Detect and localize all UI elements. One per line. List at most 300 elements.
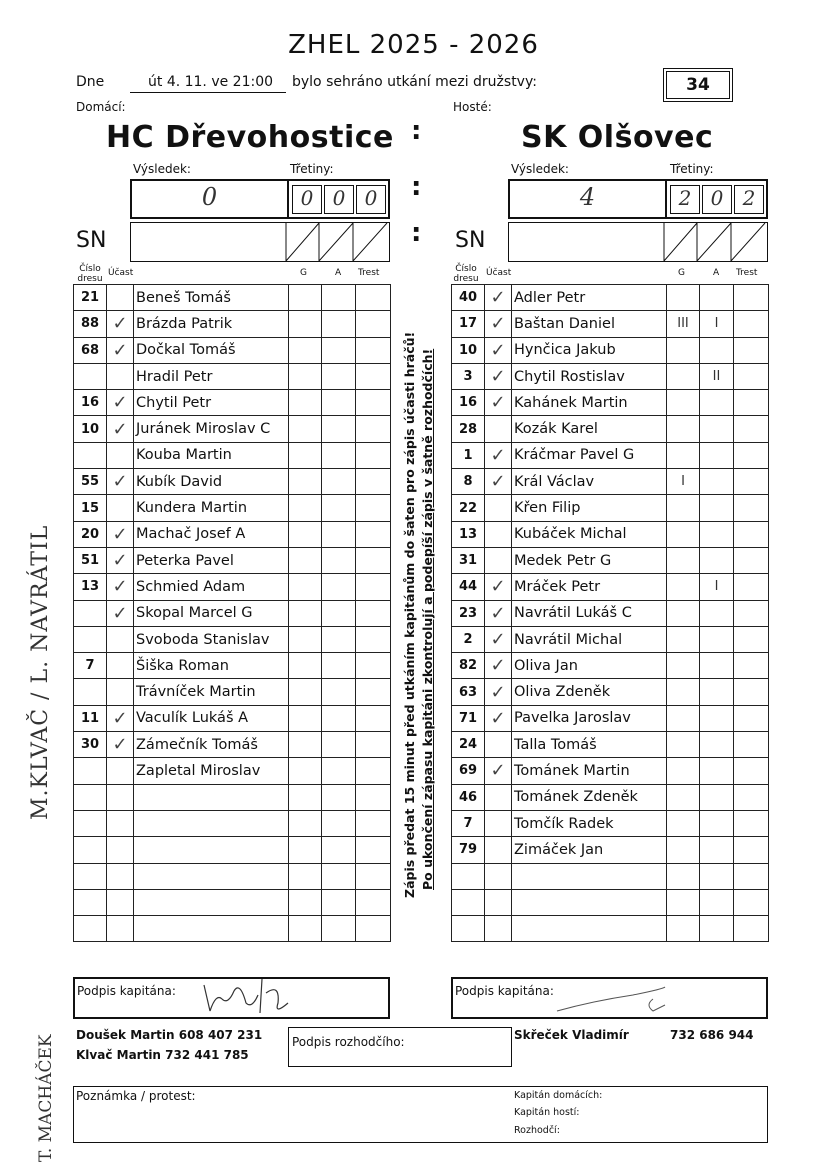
goals-cell	[667, 495, 700, 521]
player-name: Dočkal Tomáš	[134, 337, 289, 363]
margin-handwriting-lower: T. MACHÁČEK	[36, 1034, 56, 1162]
penalty-cell	[734, 679, 769, 705]
assists-cell: I	[700, 574, 734, 600]
penalty-cell	[734, 337, 769, 363]
participation-check[interactable]: ✓	[107, 416, 134, 442]
goals-cell	[667, 810, 700, 836]
home-periods-label: Třetiny:	[290, 162, 334, 176]
roster-row	[74, 758, 391, 784]
home-col-participation-header: Účast	[108, 268, 134, 278]
penalty-cell	[734, 863, 769, 889]
player-number: 13	[452, 521, 485, 547]
participation-check[interactable]	[485, 521, 512, 547]
roster-row	[74, 416, 391, 442]
roster-row	[74, 442, 391, 468]
assists-cell	[700, 863, 734, 889]
away-sn-slashes	[509, 223, 767, 261]
player-number: 1	[452, 442, 485, 468]
goals-cell	[667, 416, 700, 442]
player-name: Mráček Petr	[512, 574, 667, 600]
goals-cell: III	[667, 311, 700, 337]
goals-cell	[667, 653, 700, 679]
goals-cell	[667, 732, 700, 758]
participation-check[interactable]	[485, 916, 512, 942]
assists-cell	[700, 547, 734, 573]
participation-check[interactable]: ✓	[485, 679, 512, 705]
home-sn-slashes	[131, 223, 389, 261]
away-captain-signature-label: Kapitán hostí:	[514, 1107, 580, 1118]
assists-cell	[700, 889, 734, 915]
goals-cell	[289, 337, 322, 363]
player-name: Tomčík Radek	[512, 810, 667, 836]
player-name: Adler Petr	[512, 285, 667, 311]
player-number: 30	[74, 732, 107, 758]
player-number	[74, 600, 107, 626]
home-sn-box	[130, 222, 390, 262]
penalty-cell	[356, 732, 391, 758]
penalty-cell	[734, 469, 769, 495]
goals-cell	[667, 916, 700, 942]
assists-cell	[322, 469, 356, 495]
goals-cell	[289, 285, 322, 311]
participation-check[interactable]	[485, 547, 512, 573]
participation-check[interactable]: ✓	[485, 705, 512, 731]
home-col-penalty-header: Trest	[358, 268, 380, 278]
assists-cell	[700, 521, 734, 547]
participation-check[interactable]	[107, 863, 134, 889]
assists-cell	[322, 574, 356, 600]
assists-cell	[700, 837, 734, 863]
player-name	[134, 837, 289, 863]
participation-check[interactable]: ✓	[485, 337, 512, 363]
match-number-box	[663, 68, 733, 102]
participation-check[interactable]: ✓	[485, 758, 512, 784]
assists-cell	[322, 679, 356, 705]
player-name: Křen Filip	[512, 495, 667, 521]
participation-check[interactable]	[107, 285, 134, 311]
roster-row	[452, 705, 769, 731]
home-contact-1: Doušek Martin 608 407 231	[76, 1028, 263, 1042]
player-number	[74, 442, 107, 468]
participation-check[interactable]	[485, 810, 512, 836]
participation-check[interactable]: ✓	[485, 600, 512, 626]
player-name: Beneš Tomáš	[134, 285, 289, 311]
roster-row	[452, 363, 769, 389]
participation-check[interactable]	[107, 837, 134, 863]
participation-check[interactable]: ✓	[107, 574, 134, 600]
penalty-cell	[734, 732, 769, 758]
roster-row	[452, 574, 769, 600]
participation-check[interactable]: ✓	[107, 390, 134, 416]
roster-row	[74, 916, 391, 942]
assists-cell	[700, 337, 734, 363]
player-name	[134, 889, 289, 915]
assists-cell	[322, 495, 356, 521]
player-number	[74, 810, 107, 836]
player-number	[74, 784, 107, 810]
penalty-cell	[356, 889, 391, 915]
roster-row	[452, 547, 769, 573]
player-name: Hynčica Jakub	[512, 337, 667, 363]
margin-handwriting-upper: M.KLVAČ / L. NAVRÁTIL	[28, 524, 53, 820]
participation-check[interactable]	[107, 679, 134, 705]
participation-check[interactable]: ✓	[107, 732, 134, 758]
assists-cell	[322, 311, 356, 337]
player-name: Hradil Petr	[134, 363, 289, 389]
participation-check[interactable]	[485, 732, 512, 758]
goals-cell	[289, 758, 322, 784]
note-protest-label: Poznámka / protest:	[76, 1089, 196, 1103]
roster-row	[452, 390, 769, 416]
penalty-cell	[356, 521, 391, 547]
home-captain-sign-box[interactable]	[73, 977, 390, 1019]
away-col-penalty-header: Trest	[736, 268, 758, 278]
roster-row	[452, 679, 769, 705]
center-note-line2: Po ukončení zápasu kapitáni zkontrolují a podepíší zápis v šatně rozhodčích!	[420, 348, 435, 890]
penalty-cell	[734, 285, 769, 311]
player-number: 20	[74, 521, 107, 547]
goals-cell	[289, 916, 322, 942]
player-name: Navrátil Lukáš C	[512, 600, 667, 626]
assists-cell	[700, 600, 734, 626]
note-protest-box[interactable]	[73, 1086, 768, 1143]
roster-row	[452, 810, 769, 836]
away-captain-sign-box[interactable]	[451, 977, 768, 1019]
player-name: Juránek Miroslav C	[134, 416, 289, 442]
player-number: 16	[74, 390, 107, 416]
player-name: Zimáček Jan	[512, 837, 667, 863]
penalty-cell	[356, 653, 391, 679]
roster-row	[74, 732, 391, 758]
penalty-cell	[356, 469, 391, 495]
player-name: Brázda Patrik	[134, 311, 289, 337]
roster-row	[452, 837, 769, 863]
roster-row	[452, 653, 769, 679]
referee-sign-box[interactable]	[288, 1027, 512, 1067]
roster-row	[74, 810, 391, 836]
participation-check[interactable]	[485, 889, 512, 915]
date-value: út 4. 11. ve 21:00	[148, 74, 274, 90]
participation-check[interactable]	[107, 810, 134, 836]
home-sn-label: SN	[76, 228, 107, 253]
player-number	[74, 916, 107, 942]
roster-row	[74, 574, 391, 600]
participation-check[interactable]	[107, 889, 134, 915]
home-contact-2: Klvač Martin 732 441 785	[76, 1048, 249, 1062]
goals-cell	[289, 311, 322, 337]
goals-cell	[289, 363, 322, 389]
goals-cell	[667, 363, 700, 389]
assists-cell: I	[700, 311, 734, 337]
goals-cell	[289, 626, 322, 652]
participation-check[interactable]	[107, 758, 134, 784]
roster-row	[452, 889, 769, 915]
player-number: 31	[452, 547, 485, 573]
assists-cell	[700, 390, 734, 416]
penalty-cell	[734, 363, 769, 389]
participation-check[interactable]	[107, 784, 134, 810]
penalty-cell	[356, 863, 391, 889]
away-col-a-header: A	[713, 268, 720, 278]
penalty-cell	[356, 758, 391, 784]
participation-check[interactable]: ✓	[485, 574, 512, 600]
player-name: Machač Josef A	[134, 521, 289, 547]
penalty-cell	[356, 495, 391, 521]
participation-check[interactable]: ✓	[107, 311, 134, 337]
player-name: Zámečník Tomáš	[134, 732, 289, 758]
goals-cell	[667, 442, 700, 468]
assists-cell	[322, 521, 356, 547]
player-name: Oliva Jan	[512, 653, 667, 679]
goals-cell	[289, 442, 322, 468]
away-contact-name: Skřeček Vladimír	[514, 1028, 629, 1042]
player-name: Talla Tomáš	[512, 732, 667, 758]
player-number: 11	[74, 705, 107, 731]
penalty-cell	[734, 521, 769, 547]
home-team-name: HC Dřevohostice	[106, 120, 394, 155]
roster-row	[74, 311, 391, 337]
goals-cell	[289, 390, 322, 416]
participation-check[interactable]: ✓	[485, 653, 512, 679]
participation-check[interactable]: ✓	[107, 705, 134, 731]
away-score: 4	[579, 183, 596, 211]
penalty-cell	[734, 600, 769, 626]
roster-row	[74, 679, 391, 705]
away-periods-label: Třetiny:	[670, 162, 714, 176]
penalty-cell	[734, 784, 769, 810]
goals-cell	[667, 600, 700, 626]
referee-sign-label: Podpis rozhodčího:	[292, 1035, 405, 1049]
participation-check[interactable]	[107, 363, 134, 389]
participation-check[interactable]	[107, 626, 134, 652]
player-number	[74, 863, 107, 889]
played-text: bylo sehráno utkání mezi družstvy:	[292, 74, 537, 90]
home-col-number-header: Číslo dresu	[77, 264, 103, 284]
roster-row	[452, 469, 769, 495]
player-number: 51	[74, 547, 107, 573]
penalty-cell	[356, 679, 391, 705]
penalty-cell	[734, 889, 769, 915]
roster-row	[452, 626, 769, 652]
player-number: 17	[452, 311, 485, 337]
goals-cell	[289, 837, 322, 863]
player-number: 68	[74, 337, 107, 363]
away-result-label: Výsledek:	[511, 162, 569, 176]
participation-check[interactable]: ✓	[485, 285, 512, 311]
away-captain-sign-label: Podpis kapitána:	[455, 984, 554, 998]
participation-check[interactable]	[107, 495, 134, 521]
roster-row	[74, 863, 391, 889]
penalty-cell	[734, 416, 769, 442]
assists-cell	[322, 863, 356, 889]
away-period-1: 2	[670, 185, 700, 214]
roster-row	[74, 626, 391, 652]
player-name: Chytil Petr	[134, 390, 289, 416]
player-name: Kráčmar Pavel G	[512, 442, 667, 468]
roster-row	[74, 521, 391, 547]
roster-row	[74, 363, 391, 389]
player-number: 15	[74, 495, 107, 521]
goals-cell	[667, 390, 700, 416]
roster-row	[74, 337, 391, 363]
penalty-cell	[356, 337, 391, 363]
home-captain-sign-label: Podpis kapitána:	[77, 984, 176, 998]
roster-row	[452, 416, 769, 442]
roster-row	[74, 547, 391, 573]
roster-row	[74, 705, 391, 731]
player-name: Zapletal Miroslav	[134, 758, 289, 784]
penalty-cell	[734, 705, 769, 731]
participation-check[interactable]: ✓	[107, 600, 134, 626]
assists-cell	[700, 626, 734, 652]
player-name: Tománek Martin	[512, 758, 667, 784]
penalty-cell	[356, 784, 391, 810]
player-number	[74, 363, 107, 389]
assists-cell	[322, 285, 356, 311]
goals-cell	[289, 495, 322, 521]
player-number: 71	[452, 705, 485, 731]
assists-cell	[322, 363, 356, 389]
player-number: 23	[452, 600, 485, 626]
roster-row	[74, 653, 391, 679]
participation-check[interactable]: ✓	[485, 442, 512, 468]
participation-check[interactable]	[485, 837, 512, 863]
participation-check[interactable]: ✓	[485, 311, 512, 337]
assists-cell	[322, 810, 356, 836]
player-number: 7	[452, 810, 485, 836]
assists-cell	[322, 442, 356, 468]
goals-cell	[667, 521, 700, 547]
penalty-cell	[356, 390, 391, 416]
player-name: Svoboda Stanislav	[134, 626, 289, 652]
colon-separator: :	[411, 172, 422, 202]
goals-cell	[289, 784, 322, 810]
player-name	[134, 810, 289, 836]
penalty-cell	[734, 311, 769, 337]
player-number: 10	[74, 416, 107, 442]
goals-cell	[289, 600, 322, 626]
assists-cell	[322, 784, 356, 810]
player-number	[74, 626, 107, 652]
player-number: 13	[74, 574, 107, 600]
penalty-cell	[734, 626, 769, 652]
goals-cell	[667, 547, 700, 573]
player-name: Baštan Daniel	[512, 311, 667, 337]
goals-cell	[289, 705, 322, 731]
assists-cell	[700, 653, 734, 679]
goals-cell	[667, 705, 700, 731]
participation-check[interactable]	[485, 784, 512, 810]
penalty-cell	[356, 837, 391, 863]
participation-check[interactable]	[107, 916, 134, 942]
assists-cell	[322, 337, 356, 363]
home-score: 0	[201, 183, 218, 211]
roster-row	[452, 337, 769, 363]
participation-check[interactable]: ✓	[485, 626, 512, 652]
goals-cell	[667, 626, 700, 652]
home-score-box	[130, 179, 390, 219]
participation-check[interactable]: ✓	[485, 390, 512, 416]
participation-check[interactable]	[485, 416, 512, 442]
roster-row	[452, 521, 769, 547]
away-score-box	[508, 179, 768, 219]
away-sn-label: SN	[455, 228, 486, 253]
penalty-cell	[356, 600, 391, 626]
participation-check[interactable]: ✓	[485, 363, 512, 389]
penalty-cell	[734, 547, 769, 573]
roster-row	[452, 784, 769, 810]
away-captain-signature	[553, 981, 673, 1017]
roster-row	[452, 495, 769, 521]
assists-cell	[700, 784, 734, 810]
participation-check[interactable]: ✓	[107, 521, 134, 547]
player-name: Schmied Adam	[134, 574, 289, 600]
penalty-cell	[356, 416, 391, 442]
roster-row	[452, 442, 769, 468]
assists-cell	[700, 285, 734, 311]
penalty-cell	[734, 495, 769, 521]
penalty-cell	[356, 442, 391, 468]
home-col-g-header: G	[300, 268, 307, 278]
penalty-cell	[356, 363, 391, 389]
player-number: 69	[452, 758, 485, 784]
player-number: 63	[452, 679, 485, 705]
goals-cell	[667, 285, 700, 311]
goals-cell	[289, 889, 322, 915]
participation-check[interactable]	[107, 442, 134, 468]
roster-row	[452, 311, 769, 337]
goals-cell	[667, 758, 700, 784]
assists-cell	[700, 469, 734, 495]
roster-row	[74, 889, 391, 915]
player-number: 22	[452, 495, 485, 521]
roster-row	[74, 495, 391, 521]
player-number: 2	[452, 626, 485, 652]
penalty-cell	[356, 574, 391, 600]
participation-check[interactable]	[485, 863, 512, 889]
player-name: Šiška Roman	[134, 653, 289, 679]
assists-cell	[322, 758, 356, 784]
home-result-label: Výsledek:	[133, 162, 191, 176]
roster-row	[74, 600, 391, 626]
participation-check[interactable]	[107, 653, 134, 679]
participation-check[interactable]: ✓	[107, 547, 134, 573]
player-name: Peterka Pavel	[134, 547, 289, 573]
center-note-line1: Zápis předat 15 minut před utkáním kapitánům do šaten pro zápis účasti hráčů!	[402, 331, 417, 898]
away-col-g-header: G	[678, 268, 685, 278]
player-number	[74, 889, 107, 915]
player-name: Pavelka Jaroslav	[512, 705, 667, 731]
player-name: Chytil Rostislav	[512, 363, 667, 389]
player-number: 3	[452, 363, 485, 389]
player-name	[512, 889, 667, 915]
participation-check[interactable]	[485, 495, 512, 521]
assists-cell	[322, 889, 356, 915]
home-period-3: 0	[356, 185, 386, 214]
goals-cell	[289, 469, 322, 495]
roster-row	[452, 916, 769, 942]
participation-check[interactable]: ✓	[485, 469, 512, 495]
assists-cell	[322, 626, 356, 652]
penalty-cell	[356, 547, 391, 573]
player-name: Kouba Martin	[134, 442, 289, 468]
player-number: 10	[452, 337, 485, 363]
participation-check[interactable]: ✓	[107, 469, 134, 495]
assists-cell	[700, 679, 734, 705]
participation-check[interactable]: ✓	[107, 337, 134, 363]
assists-cell	[322, 390, 356, 416]
match-number: 34	[666, 71, 730, 99]
